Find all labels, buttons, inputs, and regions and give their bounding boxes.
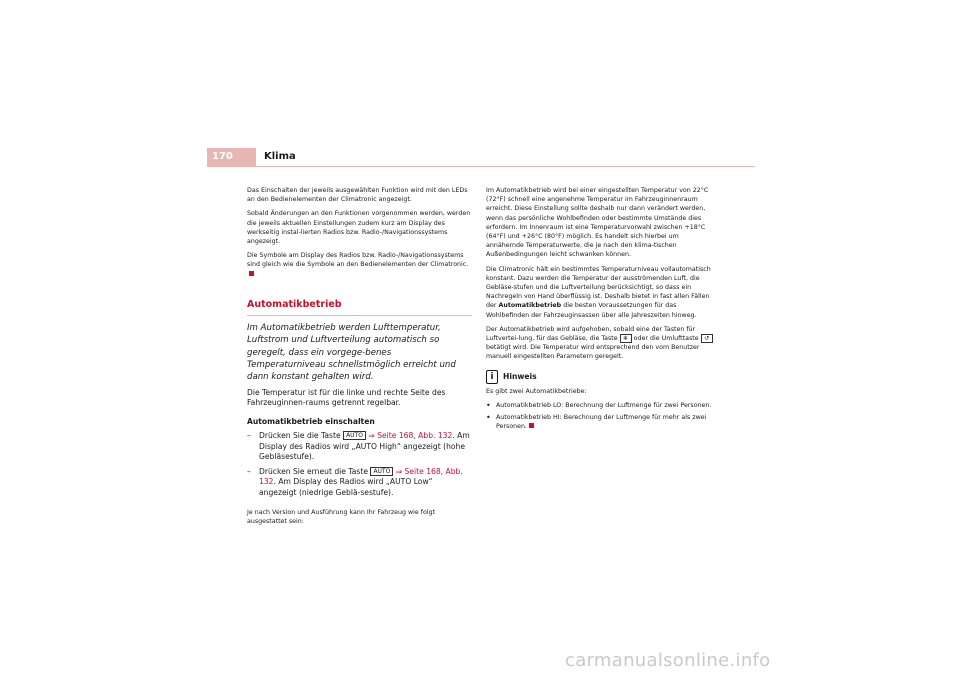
auto-key-icon: AUTO [370,467,393,476]
hint-bullet-text: Automatikbetrieb LO: Berechnung der Luftmenge für zwei Personen. [496,401,712,409]
right-paragraph-3-pre: Der Automatikbetrieb wird aufgehoben, sobald eine der Tasten für Luftvertei-lung, für das Gebläse, die Taste [486,325,696,343]
end-mark-icon [249,271,254,276]
hint-bullet-2 [486,413,716,431]
left-paragraph-3-text: Die Symbole am Display des Radios bzw. Radio-/Navigationssystems sind gleich wie die Symbole an den Bedienelementen der Climatronic. [247,252,469,269]
right-paragraph-3 [486,325,716,362]
reference-arrow-icon: ⇒ [395,466,403,476]
hint-bullet-text-wrap [496,413,716,431]
step-1 [247,431,472,463]
hint-heading [486,370,716,384]
step-dash: – [247,431,251,441]
step-text-post: . Am Display des Radios wird „AUTO Low“ angezeigt (niedrige Geblä-sestufe). [259,477,433,497]
reference-arrow-icon: ⇒ [368,431,375,441]
step-text [259,431,472,463]
step-text-pre: Drücken Sie die Taste [259,431,341,441]
auto-key-icon: AUTO [343,431,366,440]
automatic-mode-bold: Automatikbetrieb [498,302,562,310]
hint-intro: Es gibt zwei Automatikbetriebe: [486,387,587,395]
left-paragraph-1: Das Einschalten der jeweils ausgewählten Funktion wird mit den LEDs an den Bedienelementen der Climatronic angezeigt. [247,187,468,204]
right-paragraph-2 [486,265,716,320]
info-note-icon: i [486,370,498,384]
right-paragraph-2-pre: Die Climatronic hält ein bestimmtes Temperaturniveau vollautomatisch konstant. Dazu werden die Temperatur der ausströmenden Luft, die Gebläse-stufen und die Luftverteilung berücksichtigt, so dass ein Nachregeln von Hand überflüssig ist. Deshalb bietet in fast allen Fällen der [486,265,711,310]
end-mark-icon [529,423,534,428]
step-text [259,467,472,499]
bullet-icon: • [486,413,491,423]
recirculation-key-icon: ↺ [701,334,713,343]
step-2 [247,467,472,499]
subheading: Automatikbetrieb einschalten [247,416,375,426]
left-paragraph-3 [247,251,472,279]
intro-text: Im Automatikbetrieb werden Lufttemperatur, Luftstrom und Luftverteilung automatisch so geregelt, dass ein vorgege-benes Temperaturniveau schnellstmöglich erreicht und dann konstant gehalten wird. [247,322,456,383]
page-number: 170 [207,148,256,166]
right-paragraph-1: Im Automatikbetrieb wird bei einer eingestellten Temperatur von 22°C (72°F) schnell eine angenehme Temperatur im Fahrzeuginnenraum erreicht. Diese Einstellung sollte deshalb nur dann verändert werden, wenn das persönliche Wohlbefinden oder bestimmte Umstände dies erfordern. Im Innenraum ist eine Temperaturvorwahl zwischen +18°C (64°F) und +26°C (80°F) möglich. Es handelt sich hierbei um annähernde Temperaturwerte, die je nach den klima-tischen Außenbedingungen leicht schwanken können. [486,187,709,259]
left-column [247,186,472,531]
step-dash: – [247,466,251,476]
right-column [486,186,716,434]
right-paragraph-3-post: betätigt wird. Die Temperatur wird entsprechend den vom Benutzer manuell eingestellten Parametern geregelt. [486,344,700,361]
equipment-note: Je nach Version und Ausführung kann Ihr Fahrzeug wie folgt ausgestattet sein: [247,509,436,526]
left-paragraph-2: Sobald Änderungen an den Funktionen vorgenommen werden, werden die jeweils aktuellen Einstellungen zudem kurz am Display des werkseitig instal-lierten Radios bzw. Radio-/Navigationssystems angezeigt. [247,210,471,246]
page-reference-link[interactable]: Seite 168, Abb. 132 [377,431,453,441]
right-paragraph-3-mid: oder die Umlufttaste [633,335,699,343]
hint-title: Hinweis [503,372,537,382]
header-rule [207,166,755,167]
step-text-pre: Drücken Sie erneut die Taste [259,466,369,476]
bullet-icon: • [486,400,491,410]
section-title: Klima [264,151,296,162]
page-reference-link[interactable]: Seite 168, Abb. 132 [259,466,463,487]
section-heading: Automatikbetrieb [247,299,472,316]
right-paragraph-2-post: die besten Voraussetzungen für das Wohlbefinden der Fahrzeuginsassen über alle Jahreszeiten hinweg. [486,302,697,319]
hint-bullet-text: Automatikbetrieb HI: Berechnung der Luftmenge für mehr als zwei Personen. [496,414,707,431]
snowflake-key-icon: ❄ [620,334,632,343]
body-text: Die Temperatur ist für die linke und rechte Seite des Fahrzeuginnen-raums getrennt regelbar. [247,387,446,408]
hint-bullet-1 [486,401,716,410]
watermark: carmanualsonline.info [565,650,771,671]
step-text-post: . Am Display des Radios wird „AUTO High“ angezeigt (hohe Gebläsestufe). [259,431,470,462]
